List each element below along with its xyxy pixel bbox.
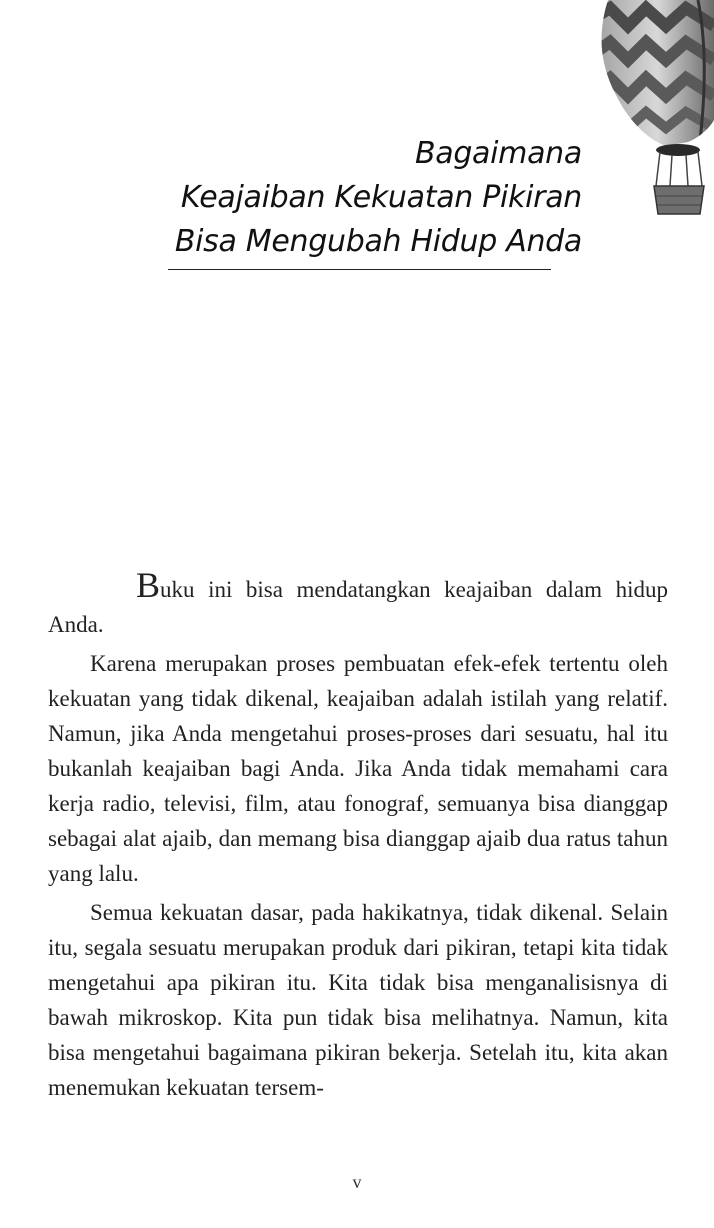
title-divider [168, 269, 551, 270]
chapter-title-line-3: Bisa Mengubah Hidup Anda [174, 224, 582, 259]
body-text [48, 565, 668, 1109]
paragraph-3: Semua kekuatan dasar, pada hakikatnya, tidak dikenal. Selain itu, segala sesuatu merupakan produk dari pikiran, tetapi kita tidak mengetahui apa pikiran itu. Kita tidak bisa menganalisisnya di bawah mikroskop. Kita pun tidak bisa melihatnya. Namun, kita bisa mengetahui bagaimana pikiran bekerja. Setelah itu, kita akan menemukan kekuatan tersem- [48, 900, 668, 1100]
chapter-title [175, 132, 582, 264]
chapter-title-line-1: Bagaimana [414, 136, 582, 171]
page-number: v [352, 1172, 362, 1192]
paragraph-1 [48, 565, 668, 642]
drop-cap: B [136, 565, 161, 605]
chapter-title-line-2: Keajaiban Kekuatan Pikiran [180, 180, 582, 215]
paragraph-1-text: uku ini bisa mendatangkan keajaiban dalam hidup Anda. [48, 577, 668, 637]
paragraph-2: Karena merupakan proses pembuatan efek-efek tertentu oleh kekuatan yang tidak dikenal, keajaiban adalah istilah yang relatif. Namun, jika Anda mengetahui proses-proses dari sesuatu, hal itu bukanlah keajaiban bagi Anda. Jika Anda tidak memahami cara kerja radio, televisi, film, atau fonograf, semuanya bisa dianggap sebagai alat ajaib, dan memang bisa dianggap ajaib dua ratus tahun yang lalu. [48, 651, 668, 886]
hot-air-balloon-icon [588, 0, 714, 232]
